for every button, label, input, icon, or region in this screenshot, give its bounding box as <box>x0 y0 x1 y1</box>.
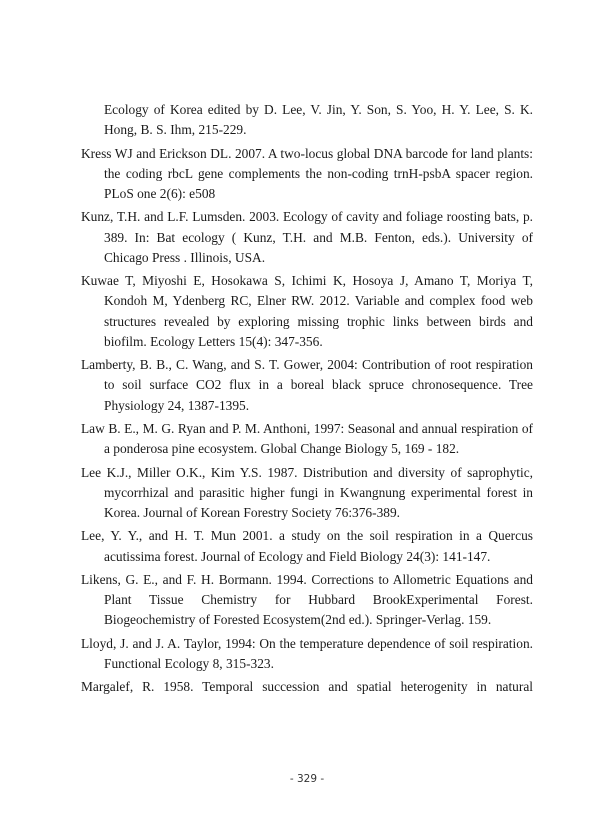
reference-entry: Likens, G. E., and F. H. Bormann. 1994. Corrections to Allometric Equations and Plant Tissue Chemistry for Hubbard BrookExperimental Forest. Biogeochemistry of Forested Ecosystem(2nd ed.). Springer-Verlag. 159. <box>81 571 533 628</box>
reference-entry: Lamberty, B. B., C. Wang, and S. T. Gower, 2004: Contribution of root respiration to soil surface CO2 flux in a boreal black spruce chronosequence. Tree Physiology 24, 1387-1395. <box>81 357 533 413</box>
reference-entry: Lee K.J., Miller O.K., Kim Y.S. 1987. Distribution and diversity of saprophytic, mycorrhizal and parasitic higher fungi in Kwangnung experimental forest in Korea. Journal of Korean Forestry Society 76:376-389. <box>81 464 533 520</box>
page-number: - 329 - <box>289 773 325 785</box>
reference-entry: Margalef, R. 1958. Temporal succession and spatial heterogenity in natural <box>81 679 533 695</box>
reference-entry: Kress WJ and Erickson DL. 2007. A two-locus global DNA barcode for land plants: the coding rbcL gene complements the non-coding trnH-psbA spacer region. PLoS one 2(6): e508 <box>81 145 533 201</box>
reference-entry-continued: Ecology of Korea edited by D. Lee, V. Jin, Y. Son, S. Yoo, H. Y. Lee, S. K. Hong, B. S. Ihm, 215-229. <box>104 102 533 138</box>
reference-entry: Lee, Y. Y., and H. T. Mun 2001. a study on the soil respiration in a Quercus acutissima forest. Journal of Ecology and Field Biology 24(3): 141-147. <box>81 528 533 564</box>
reference-entry: Kunz, T.H. and L.F. Lumsden. 2003. Ecology of cavity and foliage roosting bats, p. 389. In: Bat ecology ( Kunz, T.H. and M.B. Fenton, eds.). University of Chicago Press . Illinois, USA. <box>81 209 533 265</box>
reference-entry: Kuwae T, Miyoshi E, Hosokawa S, Ichimi K, Hosoya J, Amano T, Moriya T, Kondoh M, Ydenberg RC, Elner RW. 2012. Variable and complex food web structures revealed by exploring missing trophic links between birds and biofilm. Ecology Letters 15(4): 347-356. <box>81 273 533 349</box>
reference-list <box>81 100 533 701</box>
reference-entry: Lloyd, J. and J. A. Taylor, 1994: On the temperature dependence of soil respiration. Functional Ecology 8, 315-323. <box>81 635 533 671</box>
reference-entry: Law B. E., M. G. Ryan and P. M. Anthoni, 1997: Seasonal and annual respiration of a ponderosa pine ecosystem. Global Change Biology 5, 169 - 182. <box>81 420 533 457</box>
